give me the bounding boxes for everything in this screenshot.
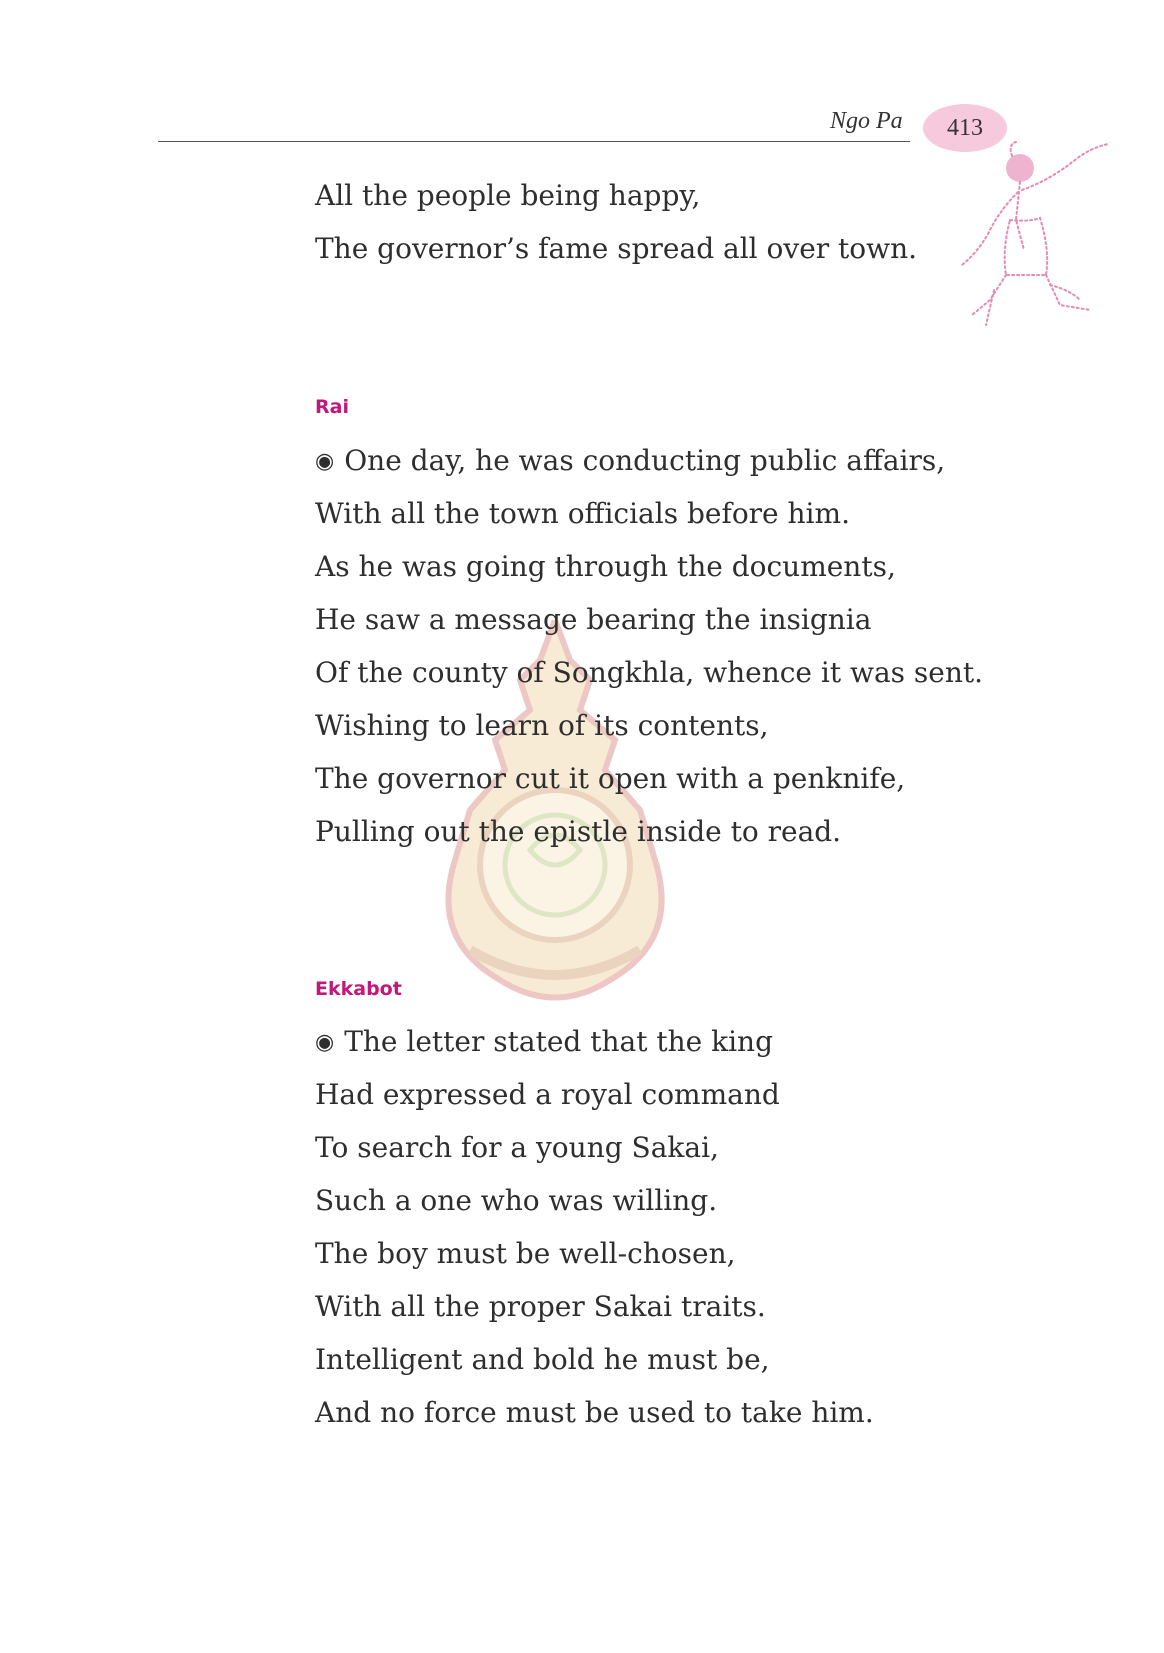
- verse-line: To search for a young Sakai,: [315, 1131, 719, 1164]
- verse-line: As he was going through the documents,: [315, 550, 896, 583]
- verse-line: [315, 445, 945, 480]
- verse-line: Had expressed a royal command: [315, 1078, 780, 1111]
- verse-line: Pulling out the epistle inside to read.: [315, 815, 842, 848]
- verse-line-text: One day, he was conducting public affairs,: [344, 444, 946, 477]
- verse-line-text: The letter stated that the king: [344, 1025, 773, 1058]
- verse-line: Wishing to learn of its contents,: [315, 709, 769, 742]
- verse-line: With all the proper Sakai traits.: [315, 1290, 766, 1323]
- verse-line: Intelligent and bold he must be,: [315, 1343, 770, 1376]
- section-title-ekkabot: Ekkabot: [315, 978, 402, 1000]
- verse-line: Such a one who was willing.: [315, 1184, 718, 1217]
- header-rule: [158, 141, 910, 142]
- running-title: Ngo Pa: [830, 108, 903, 134]
- bullet-icon: ◉: [315, 1030, 335, 1055]
- verse-line: He saw a message bearing the insignia: [315, 603, 872, 636]
- verse-line: The boy must be well-chosen,: [315, 1237, 736, 1270]
- dancer-illustration: [950, 140, 1120, 350]
- intro-line: The governor’s fame spread all over town.: [315, 232, 918, 265]
- verse-line: And no force must be used to take him.: [315, 1396, 874, 1429]
- verse-line: Of the county of Songkhla, whence it was sent.: [315, 656, 984, 689]
- section-title-rai: Rai: [315, 396, 349, 418]
- intro-line: All the people being happy,: [315, 179, 701, 212]
- verse-line: The governor cut it open with a penknife,: [315, 762, 906, 795]
- bullet-icon: ◉: [315, 449, 335, 474]
- verse-line: With all the town officials before him.: [315, 497, 850, 530]
- page-number: 413: [947, 114, 983, 141]
- verse-line: [315, 1026, 773, 1061]
